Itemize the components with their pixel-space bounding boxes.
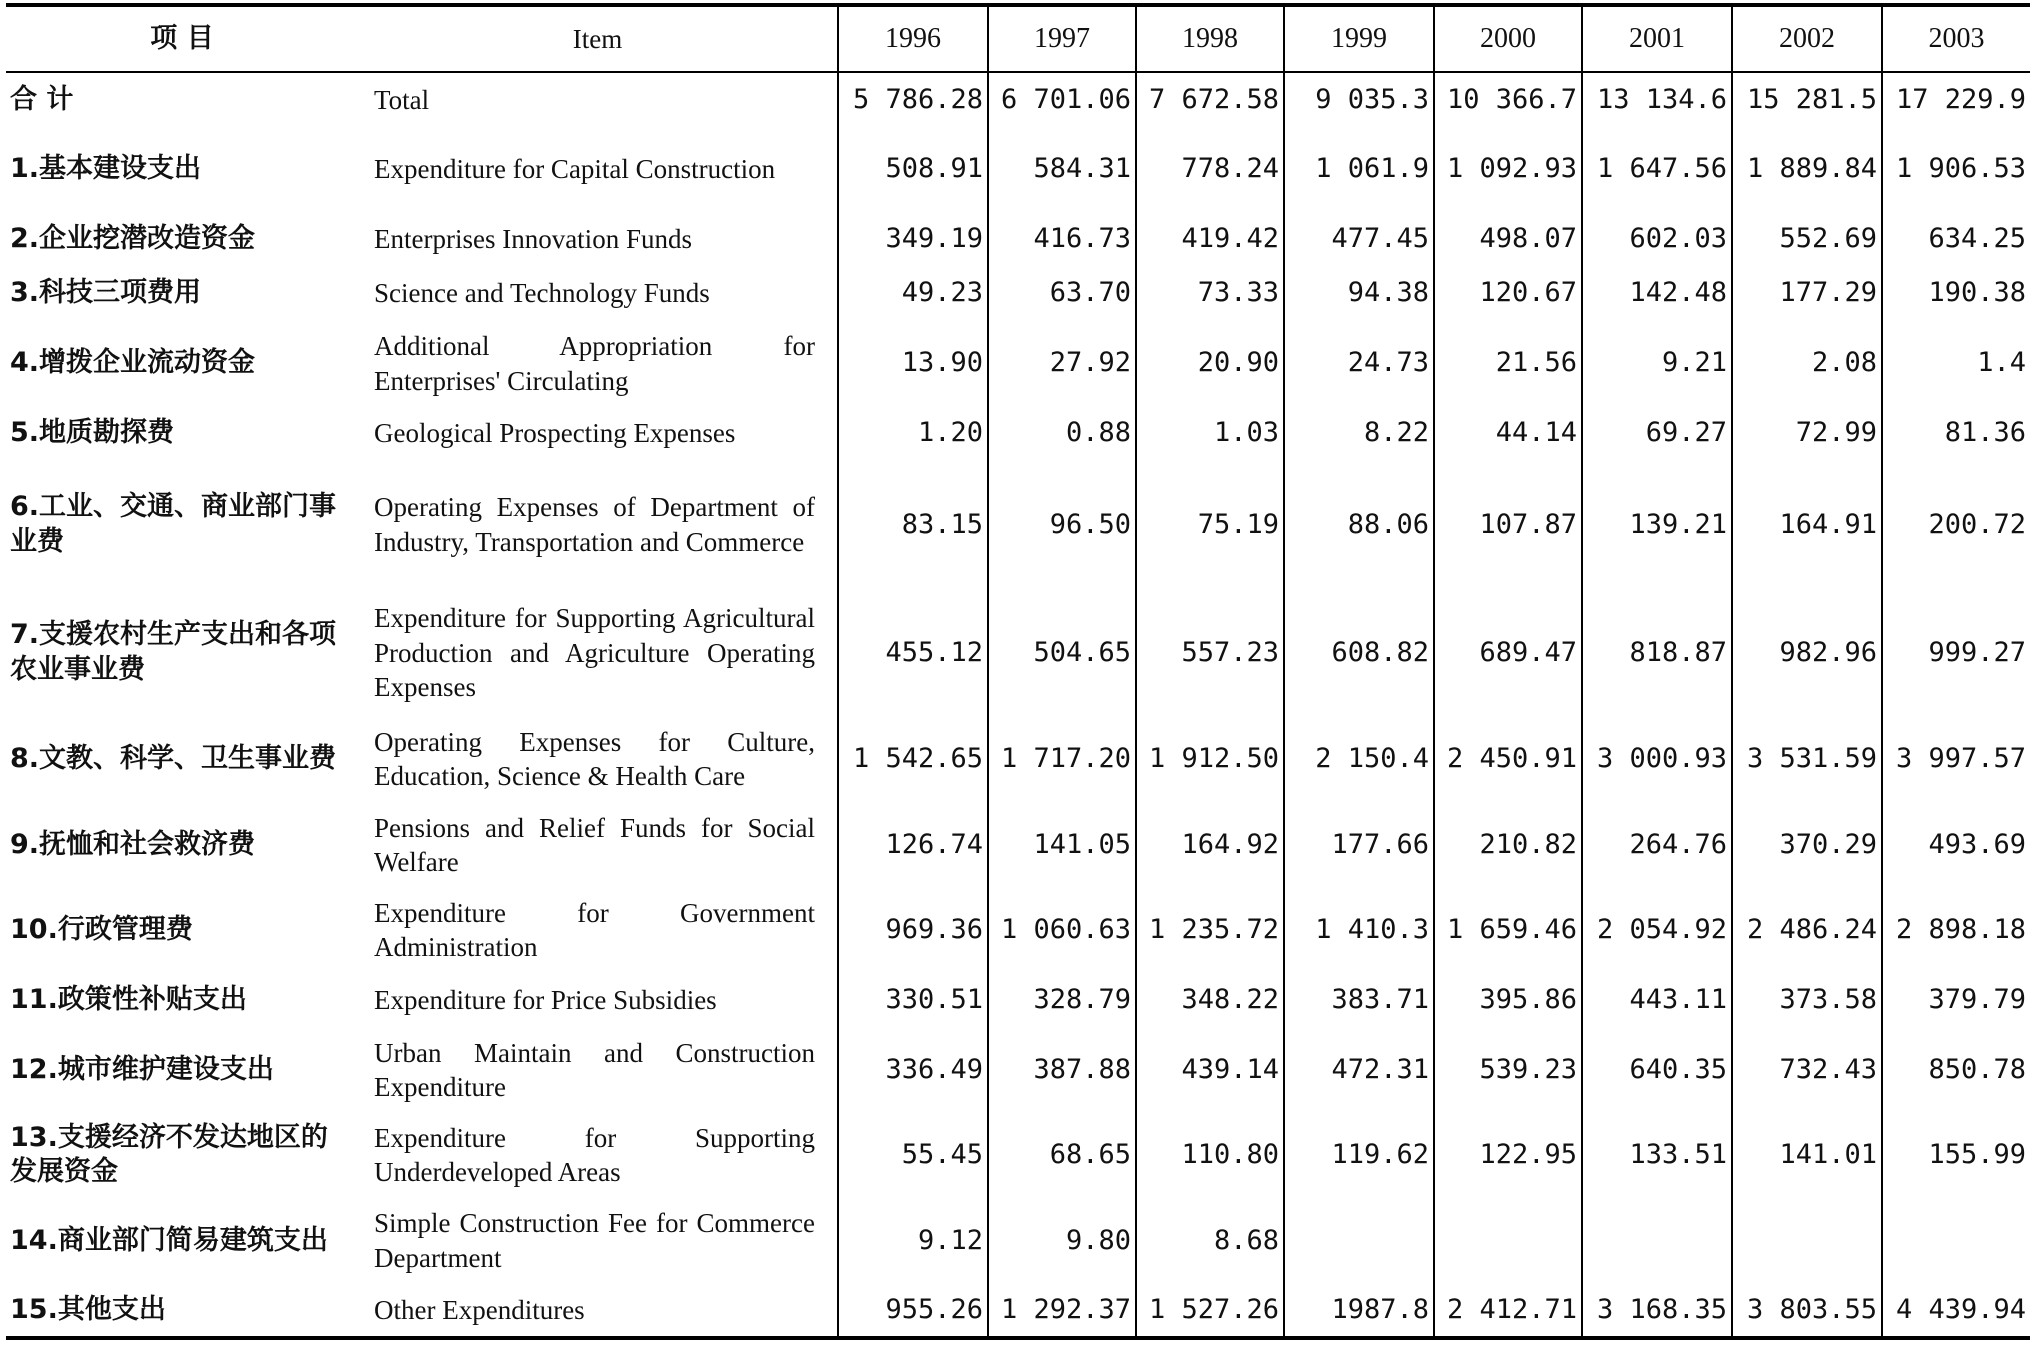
value-cell: 21.56: [1434, 321, 1582, 406]
table-row: [6, 461, 2030, 589]
value-cell: 336.49: [838, 1027, 988, 1112]
value-cell: 24.73: [1284, 321, 1434, 406]
row-label-zh: 7.支援农村生产支出和各项农业事业费: [10, 619, 337, 685]
value-cell: [1284, 1198, 1434, 1283]
row-label-en: Total: [374, 84, 430, 115]
value-cell: 88.06: [1284, 461, 1434, 589]
value-cell: 379.79: [1882, 973, 2030, 1028]
header-year: 1997: [988, 5, 1136, 72]
value-cell: 419.42: [1136, 212, 1284, 267]
value-cell: 383.71: [1284, 973, 1434, 1028]
statistics-table-page: [6, 3, 2030, 1340]
row-label-en: Pensions and Relief Funds for Social Welfare: [374, 812, 815, 877]
value-cell: 2 150.4: [1284, 717, 1434, 802]
value-cell: 72.99: [1732, 406, 1882, 461]
value-cell: 955.26: [838, 1283, 988, 1338]
value-cell: [1732, 1198, 1882, 1283]
value-cell: 1 410.3: [1284, 887, 1434, 972]
row-label-zh: 4.增拨企业流动资金: [10, 347, 256, 379]
value-cell: 122.95: [1434, 1113, 1582, 1198]
row-label-zh: 1.基本建设支出: [10, 153, 202, 185]
row-label-zh: 9.抚恤和社会救济费: [10, 828, 256, 860]
value-cell: 164.92: [1136, 802, 1284, 887]
value-cell: 818.87: [1582, 589, 1732, 717]
value-cell: 210.82: [1434, 802, 1582, 887]
value-cell: 1 061.9: [1284, 127, 1434, 212]
table-body: [6, 72, 2030, 1338]
value-cell: 395.86: [1434, 973, 1582, 1028]
value-cell: 69.27: [1582, 406, 1732, 461]
value-cell: 73.33: [1136, 266, 1284, 321]
header-year: 1999: [1284, 5, 1434, 72]
row-label-zh: 8.文教、科学、卫生事业费: [10, 743, 337, 775]
value-cell: 1 906.53: [1882, 127, 2030, 212]
value-cell: 9.12: [838, 1198, 988, 1283]
row-label-en: Expenditure for Capital Construction: [374, 154, 776, 185]
value-cell: 1987.8: [1284, 1283, 1434, 1338]
value-cell: 778.24: [1136, 127, 1284, 212]
value-cell: 1.20: [838, 406, 988, 461]
row-label-zh: 3.科技三项费用: [10, 277, 202, 309]
value-cell: 96.50: [988, 461, 1136, 589]
row-label-zh: 2.企业挖潜改造资金: [10, 222, 256, 254]
table-row: [6, 717, 2030, 802]
value-cell: 4 439.94: [1882, 1283, 2030, 1338]
value-cell: 10 366.7: [1434, 72, 1582, 127]
value-cell: 2 412.71: [1434, 1283, 1582, 1338]
value-cell: 982.96: [1732, 589, 1882, 717]
header-year: 1998: [1136, 5, 1284, 72]
value-cell: 141.01: [1732, 1113, 1882, 1198]
value-cell: 164.91: [1732, 461, 1882, 589]
row-label-zh: 14.商业部门简易建筑支出: [10, 1224, 328, 1256]
header-item-zh: 项 目: [6, 5, 358, 72]
header-item-en: Item: [358, 5, 838, 72]
value-cell: 68.65: [988, 1113, 1136, 1198]
table-row: [6, 973, 2030, 1028]
row-label-en: Simple Construction Fee for Commerce Department: [374, 1208, 815, 1273]
row-label-en: Science and Technology Funds: [374, 278, 710, 309]
value-cell: 1 060.63: [988, 887, 1136, 972]
value-cell: 7 672.58: [1136, 72, 1284, 127]
value-cell: 2 450.91: [1434, 717, 1582, 802]
value-cell: 2 054.92: [1582, 887, 1732, 972]
value-cell: 9.80: [988, 1198, 1136, 1283]
value-cell: 1 647.56: [1582, 127, 1732, 212]
row-label-en: Expenditure for Supporting Agricultural Production and Agriculture Operating Expenses: [374, 603, 815, 702]
table-row: [6, 1113, 2030, 1198]
value-cell: 8.68: [1136, 1198, 1284, 1283]
value-cell: 133.51: [1582, 1113, 1732, 1198]
header-year: 2000: [1434, 5, 1582, 72]
header-year: 1996: [838, 5, 988, 72]
value-cell: 2 898.18: [1882, 887, 2030, 972]
table-row: [6, 802, 2030, 887]
value-cell: 1 527.26: [1136, 1283, 1284, 1338]
value-cell: 2.08: [1732, 321, 1882, 406]
value-cell: 177.29: [1732, 266, 1882, 321]
value-cell: 732.43: [1732, 1027, 1882, 1112]
row-label-en: Additional Appropriation for Enterprises' Circulating: [374, 331, 815, 396]
value-cell: 177.66: [1284, 802, 1434, 887]
value-cell: 504.65: [988, 589, 1136, 717]
table-row: [6, 212, 2030, 267]
value-cell: [1582, 1198, 1732, 1283]
value-cell: 27.92: [988, 321, 1136, 406]
value-cell: 119.62: [1284, 1113, 1434, 1198]
value-cell: 126.74: [838, 802, 988, 887]
value-cell: 328.79: [988, 973, 1136, 1028]
header-year: 2003: [1882, 5, 2030, 72]
value-cell: 1 292.37: [988, 1283, 1136, 1338]
value-cell: 1 889.84: [1732, 127, 1882, 212]
value-cell: 55.45: [838, 1113, 988, 1198]
value-cell: 1 717.20: [988, 717, 1136, 802]
value-cell: 1.03: [1136, 406, 1284, 461]
value-cell: 387.88: [988, 1027, 1136, 1112]
row-label-en: Operating Expenses of Department of Industry, Transportation and Commerce: [374, 492, 815, 557]
value-cell: 3 997.57: [1882, 717, 2030, 802]
value-cell: 1.4: [1882, 321, 2030, 406]
value-cell: 44.14: [1434, 406, 1582, 461]
table-row: [6, 1283, 2030, 1338]
value-cell: 107.87: [1434, 461, 1582, 589]
value-cell: 264.76: [1582, 802, 1732, 887]
value-cell: 94.38: [1284, 266, 1434, 321]
value-cell: 330.51: [838, 973, 988, 1028]
table-row: [6, 589, 2030, 717]
value-cell: 508.91: [838, 127, 988, 212]
value-cell: [1882, 1198, 2030, 1283]
value-cell: 416.73: [988, 212, 1136, 267]
table-row: [6, 266, 2030, 321]
value-cell: 370.29: [1732, 802, 1882, 887]
row-label-zh: 13.支援经济不发达地区的发展资金: [10, 1122, 328, 1188]
value-cell: 557.23: [1136, 589, 1284, 717]
value-cell: 141.05: [988, 802, 1136, 887]
value-cell: 20.90: [1136, 321, 1284, 406]
value-cell: 373.58: [1732, 973, 1882, 1028]
value-cell: 455.12: [838, 589, 988, 717]
value-cell: 81.36: [1882, 406, 2030, 461]
row-label-zh: 10.行政管理费: [10, 914, 193, 945]
value-cell: 439.14: [1136, 1027, 1284, 1112]
value-cell: 493.69: [1882, 802, 2030, 887]
value-cell: 2 486.24: [1732, 887, 1882, 972]
value-cell: 1 235.72: [1136, 887, 1284, 972]
value-cell: 139.21: [1582, 461, 1732, 589]
row-label-zh: 6.工业、交通、商业部门事业费: [10, 491, 337, 557]
header-year: 2001: [1582, 5, 1732, 72]
table-row: [6, 72, 2030, 127]
value-cell: 539.23: [1434, 1027, 1582, 1112]
value-cell: 498.07: [1434, 212, 1582, 267]
value-cell: 6 701.06: [988, 72, 1136, 127]
row-label-en: Urban Maintain and Construction Expenditure: [374, 1037, 815, 1102]
expenditure-table: [6, 3, 2030, 1340]
value-cell: 1 542.65: [838, 717, 988, 802]
value-cell: 584.31: [988, 127, 1136, 212]
value-cell: 13.90: [838, 321, 988, 406]
row-label-zh: 15.其他支出: [10, 1293, 166, 1325]
value-cell: 3 531.59: [1732, 717, 1882, 802]
value-cell: 1 912.50: [1136, 717, 1284, 802]
value-cell: 3 168.35: [1582, 1283, 1732, 1338]
value-cell: 969.36: [838, 887, 988, 972]
value-cell: 9.21: [1582, 321, 1732, 406]
value-cell: 1 659.46: [1434, 887, 1582, 972]
header-year: 2002: [1732, 5, 1882, 72]
table-row: [6, 1027, 2030, 1112]
value-cell: 75.19: [1136, 461, 1284, 589]
value-cell: 640.35: [1582, 1027, 1732, 1112]
value-cell: 63.70: [988, 266, 1136, 321]
table-row: [6, 127, 2030, 212]
value-cell: 17 229.9: [1882, 72, 2030, 127]
value-cell: 477.45: [1284, 212, 1434, 267]
value-cell: 348.22: [1136, 973, 1284, 1028]
table-row: [6, 406, 2030, 461]
value-cell: 83.15: [838, 461, 988, 589]
row-label-zh: 11.政策性补贴支出: [10, 983, 247, 1015]
value-cell: 850.78: [1882, 1027, 2030, 1112]
value-cell: 634.25: [1882, 212, 2030, 267]
value-cell: 999.27: [1882, 589, 2030, 717]
value-cell: [1434, 1198, 1582, 1283]
value-cell: 1 092.93: [1434, 127, 1582, 212]
value-cell: 608.82: [1284, 589, 1434, 717]
value-cell: 13 134.6: [1582, 72, 1732, 127]
value-cell: 602.03: [1582, 212, 1732, 267]
value-cell: 15 281.5: [1732, 72, 1882, 127]
value-cell: 9 035.3: [1284, 72, 1434, 127]
value-cell: 200.72: [1882, 461, 2030, 589]
row-label-en: Enterprises Innovation Funds: [374, 223, 692, 254]
value-cell: 3 000.93: [1582, 717, 1732, 802]
value-cell: 443.11: [1582, 973, 1732, 1028]
row-label-zh: 12.城市维护建设支出: [10, 1053, 274, 1085]
row-label-en: Operating Expenses for Culture, Education, Science & Health Care: [374, 727, 815, 792]
value-cell: 3 803.55: [1732, 1283, 1882, 1338]
row-label-zh: 5.地质勘探费: [10, 417, 175, 449]
row-label-en: Geological Prospecting Expenses: [374, 418, 736, 449]
value-cell: 142.48: [1582, 266, 1732, 321]
value-cell: 190.38: [1882, 266, 2030, 321]
value-cell: 5 786.28: [838, 72, 988, 127]
header-row: [6, 5, 2030, 72]
value-cell: 552.69: [1732, 212, 1882, 267]
row-label-en: Expenditure for Price Subsidies: [374, 984, 717, 1015]
value-cell: 349.19: [838, 212, 988, 267]
value-cell: 110.80: [1136, 1113, 1284, 1198]
value-cell: 472.31: [1284, 1027, 1434, 1112]
row-label-en: Expenditure for Supporting Underdeveloped Areas: [374, 1123, 815, 1188]
table-row: [6, 1198, 2030, 1283]
value-cell: 120.67: [1434, 266, 1582, 321]
row-label-zh: 合 计: [10, 83, 74, 115]
table-row: [6, 887, 2030, 972]
value-cell: 0.88: [988, 406, 1136, 461]
value-cell: 49.23: [838, 266, 988, 321]
value-cell: 8.22: [1284, 406, 1434, 461]
value-cell: 689.47: [1434, 589, 1582, 717]
value-cell: 155.99: [1882, 1113, 2030, 1198]
row-label-en: Other Expenditures: [374, 1294, 585, 1325]
row-label-en: Expenditure for Government Administration: [374, 897, 815, 963]
table-row: [6, 321, 2030, 406]
